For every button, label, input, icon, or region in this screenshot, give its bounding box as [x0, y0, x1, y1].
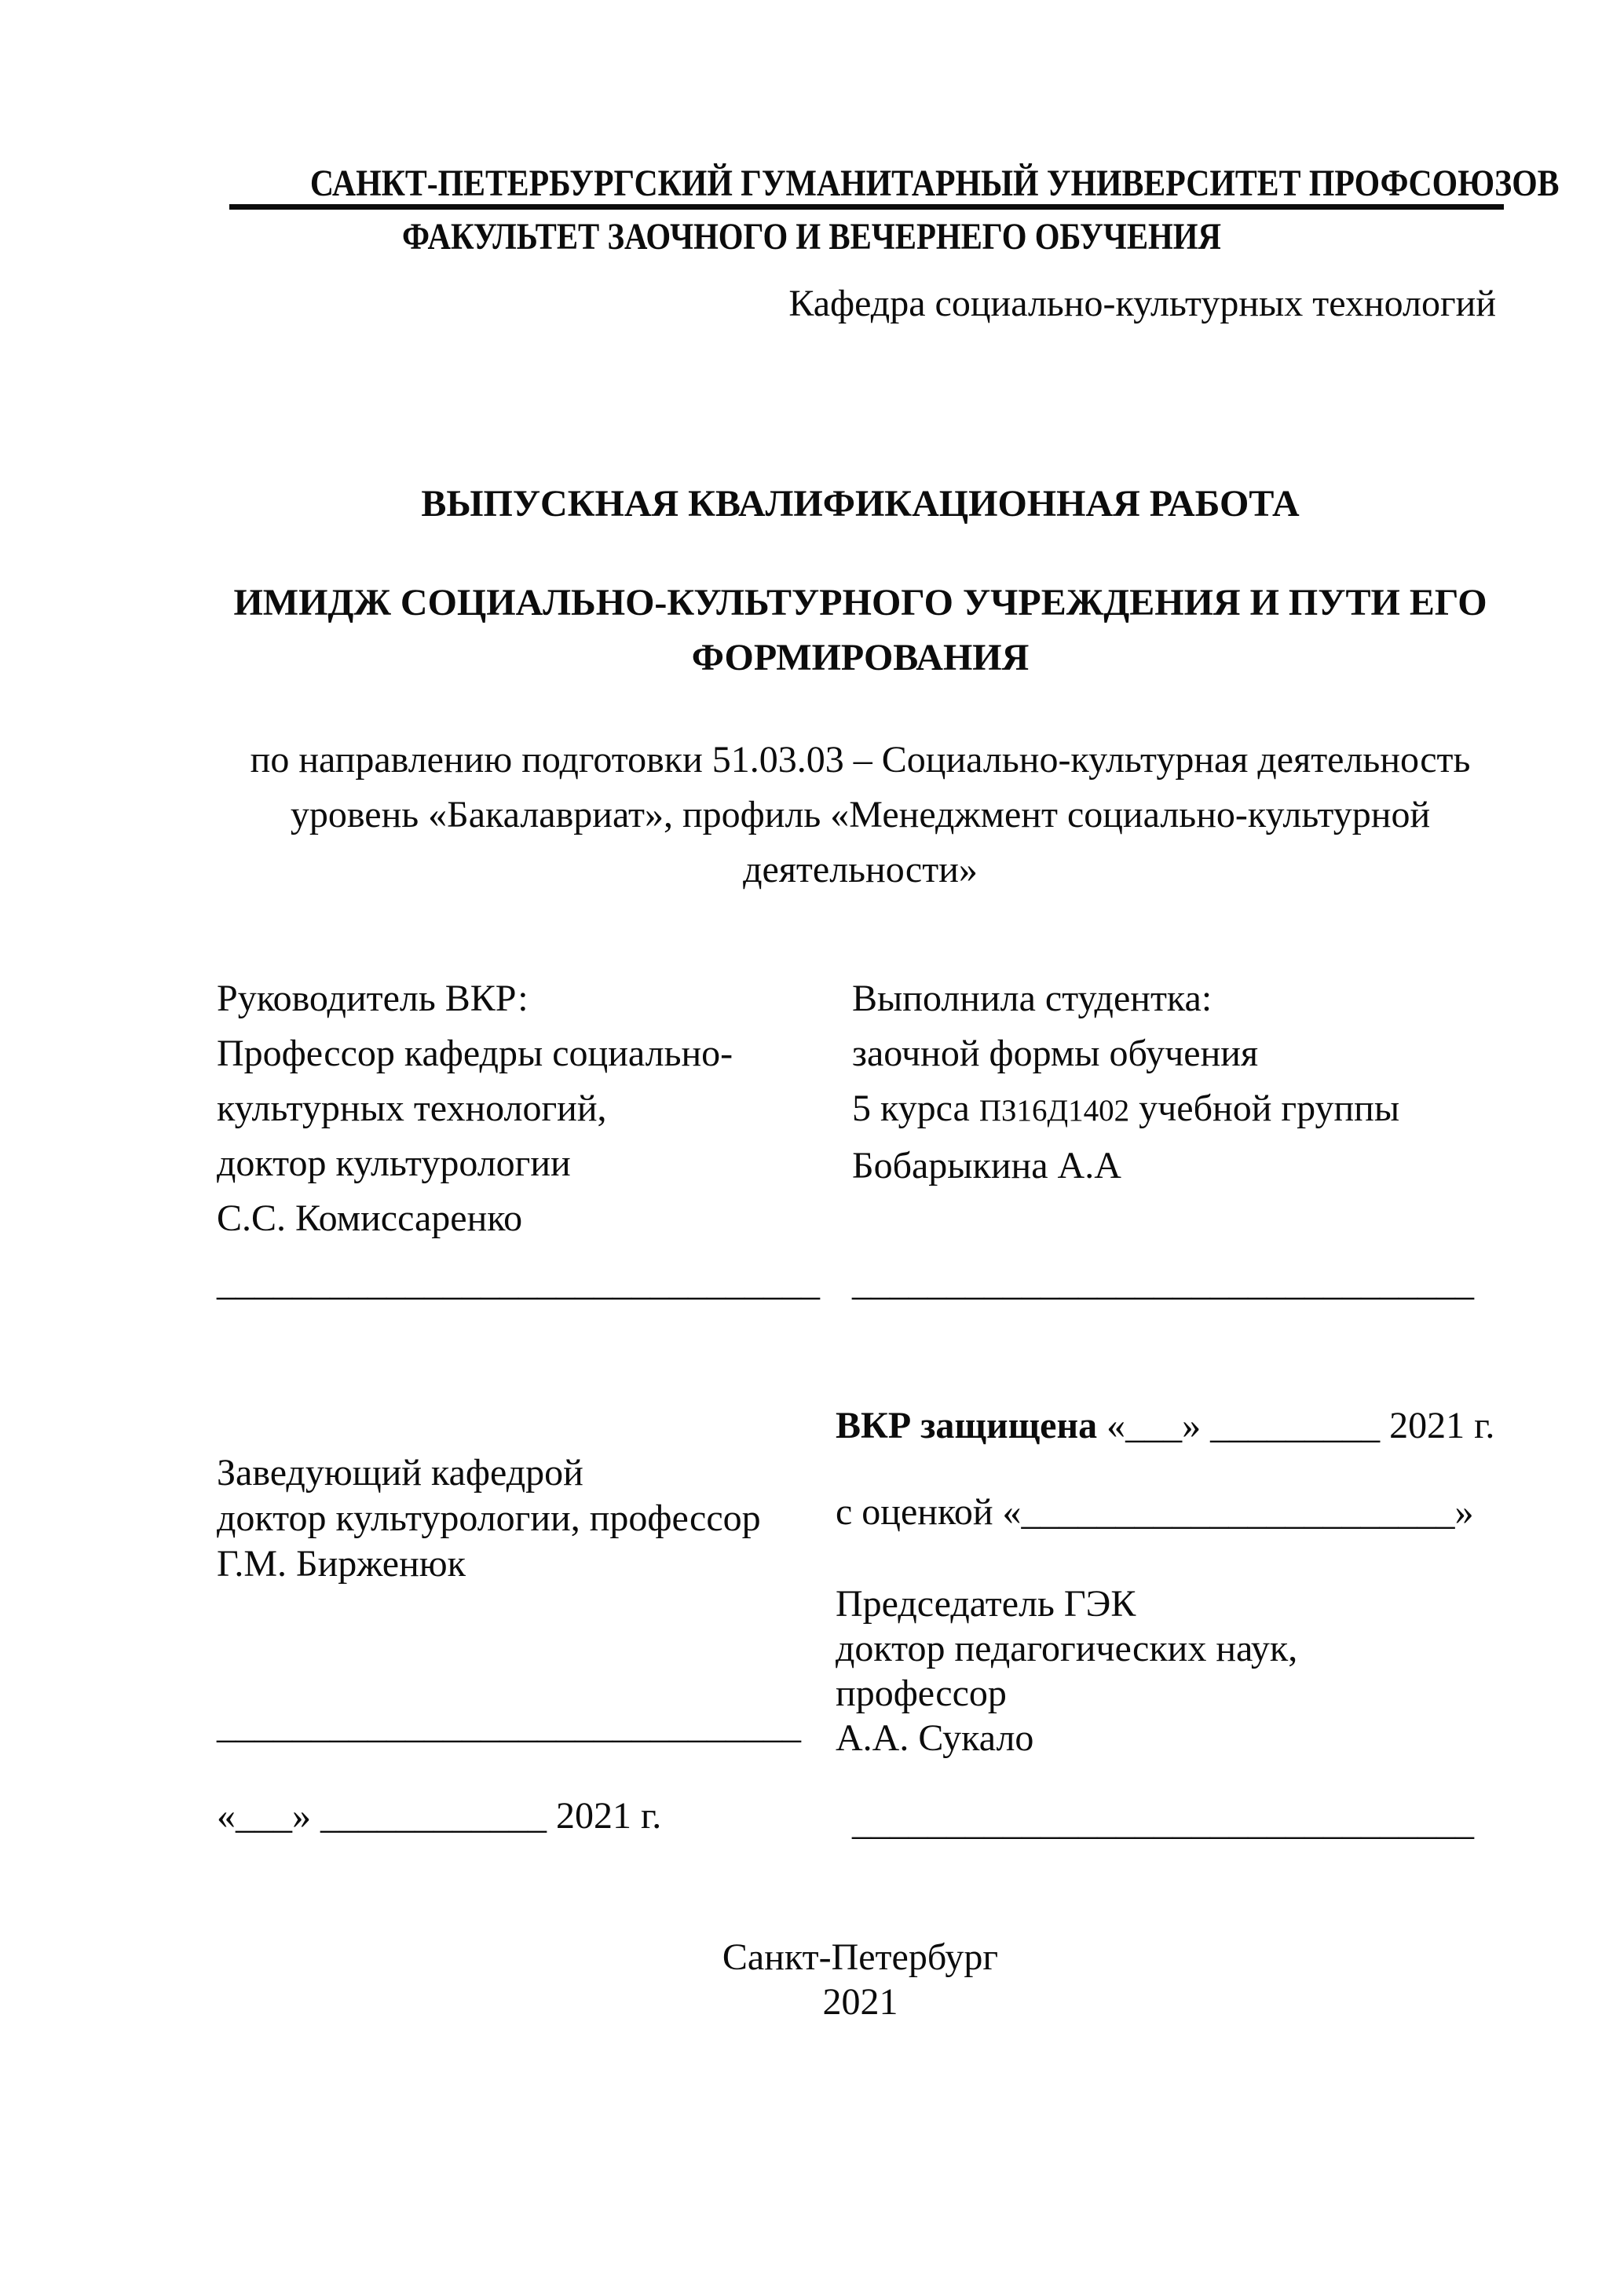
- department-head-block: [217, 1450, 761, 1587]
- footer-year: 2021: [822, 1981, 898, 2023]
- grade-line: с оценкой «_______________________»: [836, 1491, 1474, 1533]
- supervisor-signature-line: ________________________________: [217, 1262, 820, 1303]
- student-name: Бобарыкина А.А: [852, 1145, 1121, 1186]
- supervisor-name: С.С. Комиссаренко: [217, 1197, 523, 1239]
- footer-block: [217, 1935, 1504, 2024]
- student-label: Выполнила студентка:: [852, 978, 1213, 1019]
- chair-rank: профессор: [836, 1673, 1007, 1714]
- chair-degree: доктор педагогических наук,: [836, 1628, 1298, 1669]
- defended-label: ВКР защищена: [836, 1405, 1098, 1446]
- supervisor-label: Руководитель ВКР:: [217, 978, 529, 1019]
- footer-city: Санкт-Петербург: [722, 1936, 999, 1978]
- student-signature-line: _________________________________: [852, 1262, 1474, 1303]
- defended-line: [836, 1407, 1494, 1445]
- thesis-title: [217, 576, 1504, 686]
- chair-name: А.А. Сукало: [836, 1717, 1034, 1759]
- student-block: [852, 971, 1399, 1194]
- university-name: САНКТ-ПЕТЕРБУРГСКИЙ ГУМАНИТАРНЫЙ УНИВЕРСИТЕТ ПРОФСОЮЗОВ: [309, 163, 1560, 204]
- student-line1: заочной формы обучения: [852, 1033, 1259, 1074]
- department-head-signature-line: _______________________________: [217, 1705, 801, 1746]
- department-head-name: Г.М. Бирженюк: [217, 1543, 466, 1585]
- chair-title: Председатель ГЭК: [836, 1583, 1136, 1625]
- header-divider-rule: [229, 204, 1504, 210]
- department-head-line2: доктор культурологии, профессор: [217, 1497, 761, 1539]
- department-name: Кафедра социально-культурных технологий: [788, 283, 1496, 324]
- supervisor-line1: Профессор кафедры социально-: [217, 1033, 733, 1074]
- defended-blanks: «___» _________ 2021 г.: [1106, 1405, 1495, 1446]
- program-line2: уровень «Бакалавриат», профиль «Менеджмент социально-культурной: [290, 794, 1431, 835]
- thesis-title-line2: ФОРМИРОВАНИЯ: [691, 637, 1030, 678]
- department-head-date-line: «___» ____________ 2021 г.: [217, 1795, 662, 1837]
- department-head-line1: Заведующий кафедрой: [217, 1452, 583, 1493]
- supervisor-block: [217, 971, 733, 1246]
- faculty-name: ФАКУЛЬТЕТ ЗАОЧНОГО И ВЕЧЕРНЕГО ОБУЧЕНИЯ: [402, 216, 1222, 258]
- chair-block: [836, 1581, 1297, 1760]
- faculty-name-row: [0, 215, 1624, 258]
- work-type-heading: ВЫПУСКНАЯ КВАЛИФИКАЦИОННАЯ РАБОТА: [421, 483, 1300, 525]
- supervisor-line2: культурных технологий,: [217, 1088, 607, 1129]
- program-info: [217, 733, 1504, 898]
- supervisor-line3: доктор культурологии: [217, 1143, 571, 1184]
- student-group-code: ПЗ16Д1402: [978, 1094, 1130, 1128]
- thesis-title-line1: ИМИДЖ СОЦИАЛЬНО-КУЛЬТУРНОГО УЧРЕЖДЕНИЯ И ПУТИ ЕГО: [233, 582, 1487, 623]
- student-group-line: 5 курса ПЗ16Д1402 учебной группы: [852, 1088, 1400, 1129]
- program-line1: по направлению подготовки 51.03.03 – Социально-культурная деятельность: [250, 739, 1471, 781]
- chair-signature-line: _________________________________: [852, 1801, 1474, 1843]
- university-name-row: [217, 162, 1560, 205]
- program-line3: деятельности»: [743, 849, 978, 890]
